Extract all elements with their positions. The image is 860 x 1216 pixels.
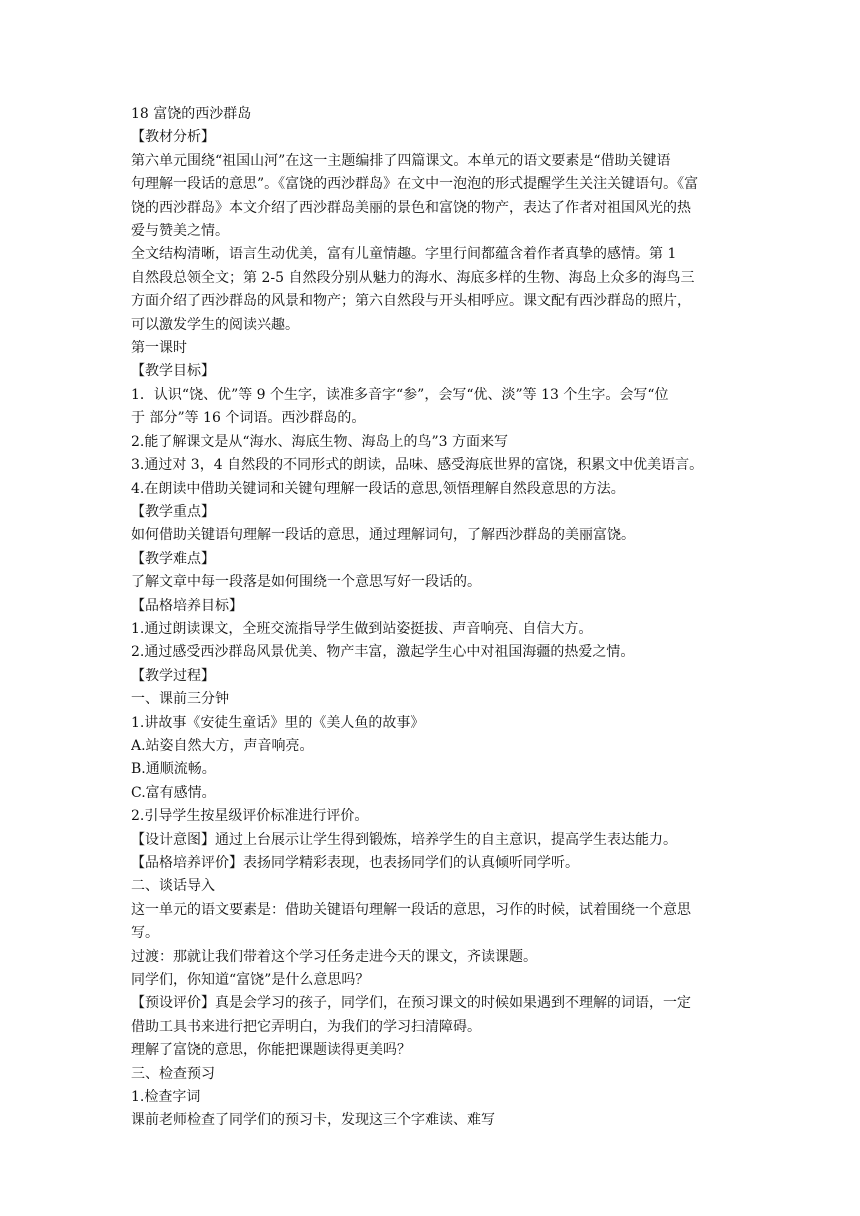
text-line: 2.能了解课文是从“海水、海底生物、海岛上的鸟”3 方面来写: [131, 433, 509, 450]
text-line: 【教材分析】: [131, 129, 215, 146]
text-line: 第六单元围绕“祖国山河”在这一主题编排了四篇课文。本单元的语文要素是“借助关键语: [131, 152, 671, 169]
text-line: 【品格培养评价】表扬同学精彩表现，也表扬同学们的认真倾听同学听。: [131, 855, 579, 871]
text-line: 借助工具书来进行把它弄明白，为我们的学习扫清障碍。: [131, 1018, 481, 1035]
text-line: 【品格培养目标】: [131, 597, 243, 614]
text-line: A.站姿自然大方，声音响亮。: [131, 737, 314, 754]
text-line: 第一课时: [131, 340, 187, 357]
text-line: 自然段总领全文；第 2-5 自然段分别从魅力的海水、海底多样的生物、海岛上众多的海鸟三: [131, 269, 695, 286]
text-line: 这一单元的语文要素是：借助关键语句理解一段话的意思，习作的时候，试着围绕一个意思: [131, 901, 691, 918]
text-line: 三、检查预习: [131, 1065, 215, 1082]
text-line: 了解文章中每一段落是如何围绕一个意思写好一段话的。: [131, 574, 481, 591]
text-line: 句理解一段话的意思”。《富饶的西沙群岛》在文中一泡泡的形式提醒学生关注关键语句。《富: [131, 176, 699, 193]
text-line: 过渡：那就让我们带着这个学习任务走进今天的课文，齐读课题。: [131, 948, 537, 965]
text-line: 【教学难点】: [131, 550, 215, 567]
document-title: 18 富饶的西沙群岛: [131, 106, 252, 122]
text-line: 于 部分”等 16 个词语。西沙群岛的。: [131, 410, 366, 427]
text-line: B.通顺流畅。: [131, 761, 216, 778]
text-line: 1.讲故事《安徒生童话》里的《美人鱼的故事》: [131, 714, 425, 731]
text-line: 【教学目标】: [131, 363, 215, 380]
text-line: 2.通过感受西沙群岛风景优美、物产丰富，激起学生心中对祖国海疆的热爱之情。: [131, 644, 635, 661]
text-line: 【教学重点】: [131, 503, 215, 520]
text-line: 理解了富饶的意思，你能把课题读得更美吗？: [131, 1042, 411, 1059]
text-line: 二、谈话导入: [131, 878, 215, 895]
text-line: 【教学过程】: [131, 667, 215, 684]
text-line: 写。: [131, 925, 159, 942]
text-line: 2.引导学生按星级评价标准进行评价。: [131, 808, 369, 825]
text-line: 1．认识“饶、优”等 9 个生字，读准多音字“参”，会写“优、淡”等 13 个生字。会写“位: [131, 386, 669, 403]
document-body: [131, 126, 732, 1132]
text-line: 爱与赞美之情。: [131, 223, 229, 240]
text-line: 3.通过对 3，4 自然段的不同形式的朗读，品味、感受海底世界的富饶，积累文中优美语言。: [131, 457, 704, 474]
text-line: 可以激发学生的阅读兴趣。: [131, 316, 299, 333]
text-line: C.富有感情。: [131, 784, 216, 801]
text-line: 一、课前三分钟: [131, 691, 229, 708]
text-line: 课前老师检查了同学们的预习卡，发现这三个字难读、难写: [131, 1112, 495, 1129]
text-line: 如何借助关键语句理解一段话的意思，通过理解词句，了解西沙群岛的美丽富饶。: [131, 527, 635, 544]
text-line: 全文结构清晰，语言生动优美，富有儿童情趣。字里行间都蕴含着作者真挚的感情。第 1: [131, 246, 677, 263]
text-line: 同学们，你知道“富饶”是什么意思吗？: [131, 972, 370, 989]
text-line: 1.检查字词: [131, 1089, 201, 1106]
text-line: 【设计意图】通过上台展示让学生得到锻炼，培养学生的自主意识，提高学生表达能力。: [131, 831, 677, 848]
text-line: 饶的西沙群岛》本文介绍了西沙群岛美丽的景色和富饶的物产，表达了作者对祖国风光的热: [131, 199, 691, 216]
text-line: 方面介绍了西沙群岛的风景和物产；第六自然段与开头相呼应。课文配有西沙群岛的照片，: [131, 293, 691, 310]
text-line: 4.在朗读中借助关键词和关键句理解一段话的意思,领悟理解自然段意思的方法。: [131, 480, 625, 497]
text-line: 1.通过朗读课文，全班交流指导学生做到站姿挺拔、声音响亮、自信大方。: [131, 620, 593, 637]
text-line: 【预设评价】真是会学习的孩子，同学们，在预习课文的时候如果遇到不理解的词语，一定: [131, 995, 691, 1012]
